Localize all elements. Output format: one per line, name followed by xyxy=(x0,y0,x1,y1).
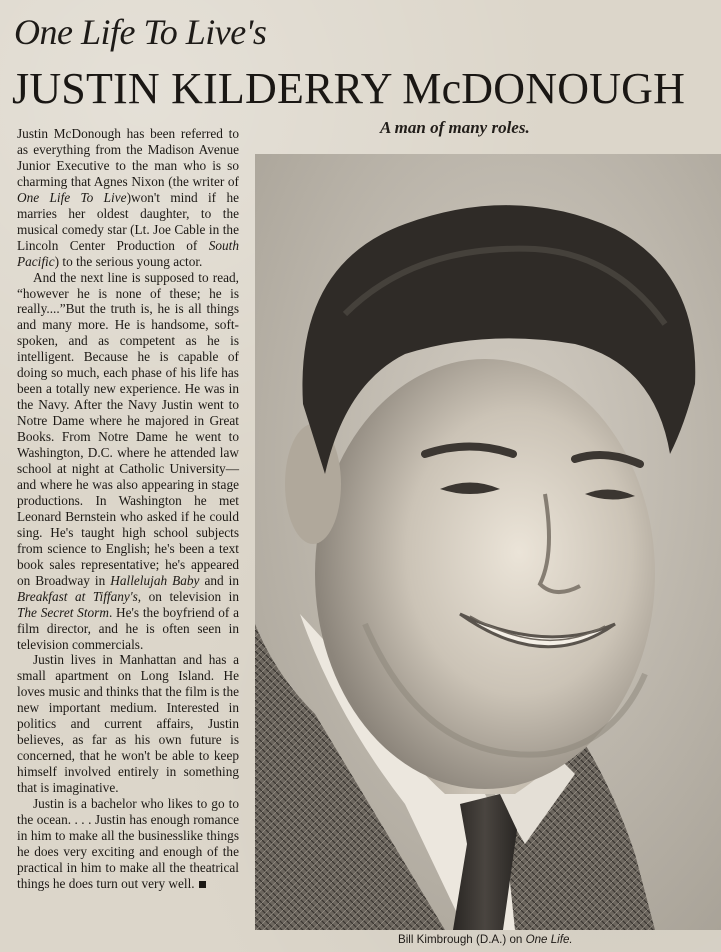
p2-title-breakfast: Breakfast at Tiffany's xyxy=(17,588,138,604)
p2-text-a: And the next line is supposed to read, “however he is none of these; he is really....”But the truth is, he is all things and many more. He is handsome, soft-spoken, and as competent as he is intelligent. Because he is capable of doing so much, each phase of his life has been a totally new experience. He was in the Navy. After the Navy Justin went to Notre Dame where he majored in Great Books. From Notre Dame he went to Washington, D.C. where he attended law school at night at Catholic University—and where he was also appearing in stage productions. In Washington he met Leonard Bernstein who asked if he could sing. He's taught high school subjects from science to English; he's been a text book sales representative; he's appeared on Broadway in xyxy=(17,269,239,588)
p4-text: Justin is a bachelor who likes to go to the ocean. . . . Justin has enough romance in him to make all the businesslike things he does very exciting and enough of the practical in him to make all the theatrical things he does turn out very well. xyxy=(17,796,239,891)
p1-title-one-life: One Life To Live xyxy=(17,189,127,205)
p1-text-c: ) to the serious young actor. xyxy=(54,253,203,269)
p2-title-hallelujah-baby: Hallelujah Baby xyxy=(110,572,200,588)
paragraph-4 xyxy=(17,796,239,892)
p1-text-a: Justin McDonough has been referred to as everything from the Madison Avenue Junior Executive to the man who is so charming that Agnes Nixon (the writer of xyxy=(17,126,239,189)
portrait-photo-icon xyxy=(255,154,721,930)
article-headline: JUSTIN KILDERRY McDONOUGH xyxy=(12,64,686,113)
paragraph-2 xyxy=(17,270,239,653)
p1-text-b: )won't mind if he marries her oldest daughter, to the musical comedy star (Lt. Joe Cable in the Lincoln Center Production of xyxy=(17,189,239,253)
p2-text-d: . He's the boyfriend of a film director, and he is often seen in television commercials. xyxy=(17,604,240,652)
p2-text-b: and in xyxy=(199,572,239,588)
article-body xyxy=(17,126,239,892)
p2-text-c: , on television in xyxy=(137,588,239,604)
portrait-photo xyxy=(255,154,721,930)
caption-show: One Life. xyxy=(525,933,573,946)
caption-text: Bill Kimbrough (D.A.) on xyxy=(398,933,526,946)
end-mark-icon xyxy=(199,881,206,888)
paragraph-1 xyxy=(17,126,239,270)
photo-caption xyxy=(398,932,573,948)
article-subhead: A man of many roles. xyxy=(380,118,530,137)
p1-title-south-pacific: South Pacific xyxy=(17,237,239,269)
paragraph-3: Justin lives in Manhattan and has a small apartment on Long Island. He loves music and thinks that the film is the new important medium. Interested in politics and current affairs, Justin believes, as far as his own future is concerned, that he won't be able to keep himself involved entirely in something that is imaginative. xyxy=(17,652,239,796)
p2-title-secret-storm: The Secret Storm xyxy=(17,604,109,620)
show-kicker: One Life To Live's xyxy=(14,12,267,52)
